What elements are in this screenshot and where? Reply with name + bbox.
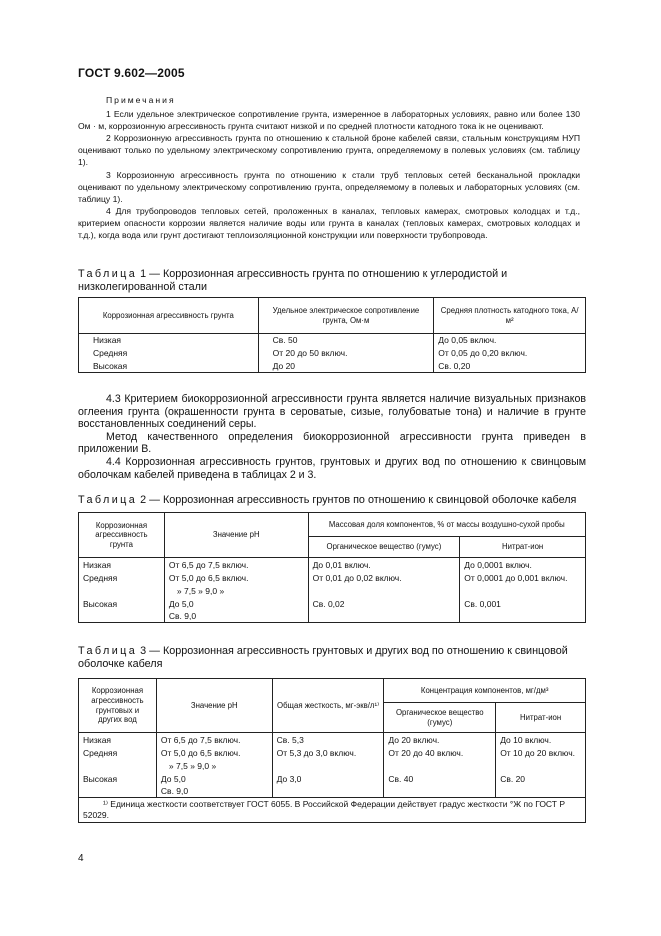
table-cell: До 3,0 — [272, 773, 384, 785]
table-row — [79, 584, 586, 598]
table2-caption — [78, 494, 588, 507]
table-cell: Низкая — [79, 733, 157, 747]
table2-header-group: Массовая доля компонентов, % от массы воздушно-сухой пробы — [308, 513, 585, 537]
table-cell: От 5,0 до 6,5 включ. — [156, 747, 272, 759]
table1-header-1: Коррозионная агрессивность грунта — [79, 298, 259, 334]
table-cell: От 0,0001 до 0,001 включ. — [460, 572, 586, 584]
table-cell: От 0,01 до 0,02 включ. — [308, 572, 460, 584]
table-cell — [496, 759, 586, 773]
table-cell: От 6,5 до 7,5 включ. — [164, 558, 308, 572]
table3-header-5: Нитрат-ион — [496, 703, 586, 733]
table1-header-3: Средняя плотность катодного тока, А/м² — [434, 298, 586, 334]
table-cell: Св. 9,0 — [164, 610, 308, 623]
table3-header-2: Значение pH — [156, 679, 272, 733]
table-cell — [79, 610, 165, 623]
table1-header-2: Удельное электрическое сопротивление грунта, Ом·м — [258, 298, 434, 334]
table-cell: Св. 40 — [384, 773, 496, 785]
table-cell: Средняя — [79, 347, 259, 360]
paragraph-method: Метод качественного определения биокоррозионной агрессивности грунта приведен в приложении В. — [78, 430, 586, 456]
table-cell: От 20 до 40 включ. — [384, 747, 496, 759]
table-row — [79, 572, 586, 584]
table-cell: » 7,5 » 9,0 » — [164, 584, 308, 598]
table-cell: Св. 20 — [496, 773, 586, 785]
table-cell: До 20 — [258, 360, 434, 373]
note-item: 3 Коррозионную агрессивность грунта по отношению к стали труб тепловых сетей бесканальной прокладки оценивают по удельному электрическому сопротивлению грунта, определяемому в полевых и лабораторных условиях (см. таблицу 1). — [78, 169, 580, 204]
table3-header-3: Общая жесткость, мг-экв/л¹⁾ — [272, 679, 384, 733]
notes-block — [78, 94, 580, 241]
body-paragraphs — [78, 393, 586, 481]
table-cell: До 10 включ. — [496, 733, 586, 747]
table-cell — [460, 584, 586, 598]
table2-caption-text: 2 — Коррозионная агрессивность грунтов по отношению к свинцовой оболочке кабеля — [140, 494, 577, 506]
table-cell: Высокая — [79, 598, 165, 610]
table-row — [79, 733, 586, 747]
page-number: 4 — [78, 853, 84, 864]
table-cell: Высокая — [79, 773, 157, 785]
table2-header-2: Значение pH — [164, 513, 308, 558]
table-cell: От 5,3 до 3,0 включ. — [272, 747, 384, 759]
table-cell: От 5,0 до 6,5 включ. — [164, 572, 308, 584]
table3 — [78, 678, 586, 823]
table-cell: От 6,5 до 7,5 включ. — [156, 733, 272, 747]
table-row — [79, 347, 586, 360]
table-cell — [496, 785, 586, 798]
table-cell — [272, 785, 384, 798]
table-cell: Св. 9,0 — [156, 785, 272, 798]
notes-title: Примечания — [106, 95, 176, 105]
table-cell: Средняя — [79, 747, 157, 759]
table3-header-1: Коррозионная агрессивность грунтовых и других вод — [79, 679, 157, 733]
table3-caption — [78, 645, 588, 671]
paragraph-4-4: 4.4 Коррозионная агрессивность грунтов, грунтовых и других вод по отношению к свинцовым оболочкам кабелей приведена в таблицах 2 и 3. — [78, 455, 586, 481]
table-cell — [308, 610, 460, 623]
table-cell: До 20 включ. — [384, 733, 496, 747]
table2-header-4: Нитрат-ион — [460, 537, 586, 558]
table-cell — [308, 584, 460, 598]
table-cell: Низкая — [79, 558, 165, 572]
table-cell: » 7,5 » 9,0 » — [156, 759, 272, 773]
table1-caption-text: 1 — Коррозионная агрессивность грунта по отношению к углеродистой и низколегированной стали — [78, 268, 508, 293]
table2-caption-word: Таблица — [78, 494, 138, 506]
table-cell: Св. 50 — [258, 334, 434, 347]
table-cell — [272, 759, 384, 773]
table-row — [79, 773, 586, 785]
table3-header-group: Концентрация компонентов, мг/дм³ — [384, 679, 586, 703]
table-cell: Высокая — [79, 360, 259, 373]
document-header: ГОСТ 9.602—2005 — [78, 66, 185, 80]
table2-header-3: Органическое вещество (гумус) — [308, 537, 460, 558]
table-row — [79, 558, 586, 572]
table-cell — [79, 785, 157, 798]
table-row — [79, 360, 586, 373]
table-cell: До 0,05 включ. — [434, 334, 586, 347]
table-cell — [384, 785, 496, 798]
table3-footnote: ¹⁾ Единица жесткости соответствует ГОСТ 6055. В Российской Федерации действует градус жесткости °Ж по ГОСТ Р 52029. — [79, 797, 586, 822]
table1 — [78, 297, 586, 373]
table-cell — [460, 610, 586, 623]
table1-caption — [78, 268, 588, 294]
table-cell: От 10 до 20 включ. — [496, 747, 586, 759]
note-item: 4 Для трубопроводов тепловых сетей, проложенных в каналах, тепловых камерах, смотровых колодцах и т.д., критерием опасности коррозии является наличие воды или грунта в каналах (тепловых камерах, смотровых колодцах и т.д.), когда вода или грунт достигают теплоизоляционной конструкции или поверхности трубопровода. — [78, 205, 580, 241]
table3-header-4: Органическое вещество (гумус) — [384, 703, 496, 733]
table-cell: Низкая — [79, 334, 259, 347]
table-cell — [384, 759, 496, 773]
table3-caption-word: Таблица — [78, 645, 138, 657]
table-cell — [79, 759, 157, 773]
table-cell: Средняя — [79, 572, 165, 584]
table-row — [79, 759, 586, 773]
table-row — [79, 334, 586, 347]
table-cell: До 5,0 — [156, 773, 272, 785]
table-cell: Св. 5,3 — [272, 733, 384, 747]
table3-caption-text: 3 — Коррозионная агрессивность грунтовых и других вод по отношению к свинцовой оболочке кабеля — [78, 645, 568, 670]
table-cell: От 20 до 50 включ. — [258, 347, 434, 360]
table-cell: До 0,01 включ. — [308, 558, 460, 572]
table-cell: Св. 0,20 — [434, 360, 586, 373]
table-row — [79, 785, 586, 798]
note-item: 2 Коррозионную агрессивность грунта по отношению к стальной броне кабелей связи, стальным конструкциям НУП оценивают только по удельному электрическому сопротивлению грунта, определяемому в полевых условиях (см. таблицу 1). — [78, 133, 580, 168]
table2 — [78, 512, 586, 623]
table-cell: Св. 0,02 — [308, 598, 460, 610]
table-cell: От 0,05 до 0,20 включ. — [434, 347, 586, 360]
table-row — [79, 598, 586, 610]
table-cell — [79, 584, 165, 598]
paragraph-4-3: 4.3 Критерием биокоррозионной агрессивности грунта является наличие визуальных признаков оглеения грунта (окрашенности грунта в сероватые, сизые, голубоватые тона) и наличие в грунте восстановленных соединений серы. — [78, 393, 586, 431]
table-row — [79, 610, 586, 623]
table-cell: До 0,0001 включ. — [460, 558, 586, 572]
table-cell: Св. 0,001 — [460, 598, 586, 610]
table-cell: До 5,0 — [164, 598, 308, 610]
table2-header-1: Коррозионная агрессивность грунта — [79, 513, 165, 558]
table-row — [79, 747, 586, 759]
note-item: 1 Если удельное электрическое сопротивление грунта, измеренное в лабораторных условиях, равно или более 130 Ом · м, коррозионную агрессивность грунта считают низкой и по средней плотности катодного тока iк не оценивают. — [78, 109, 580, 132]
table1-caption-word: Таблица — [78, 268, 138, 280]
